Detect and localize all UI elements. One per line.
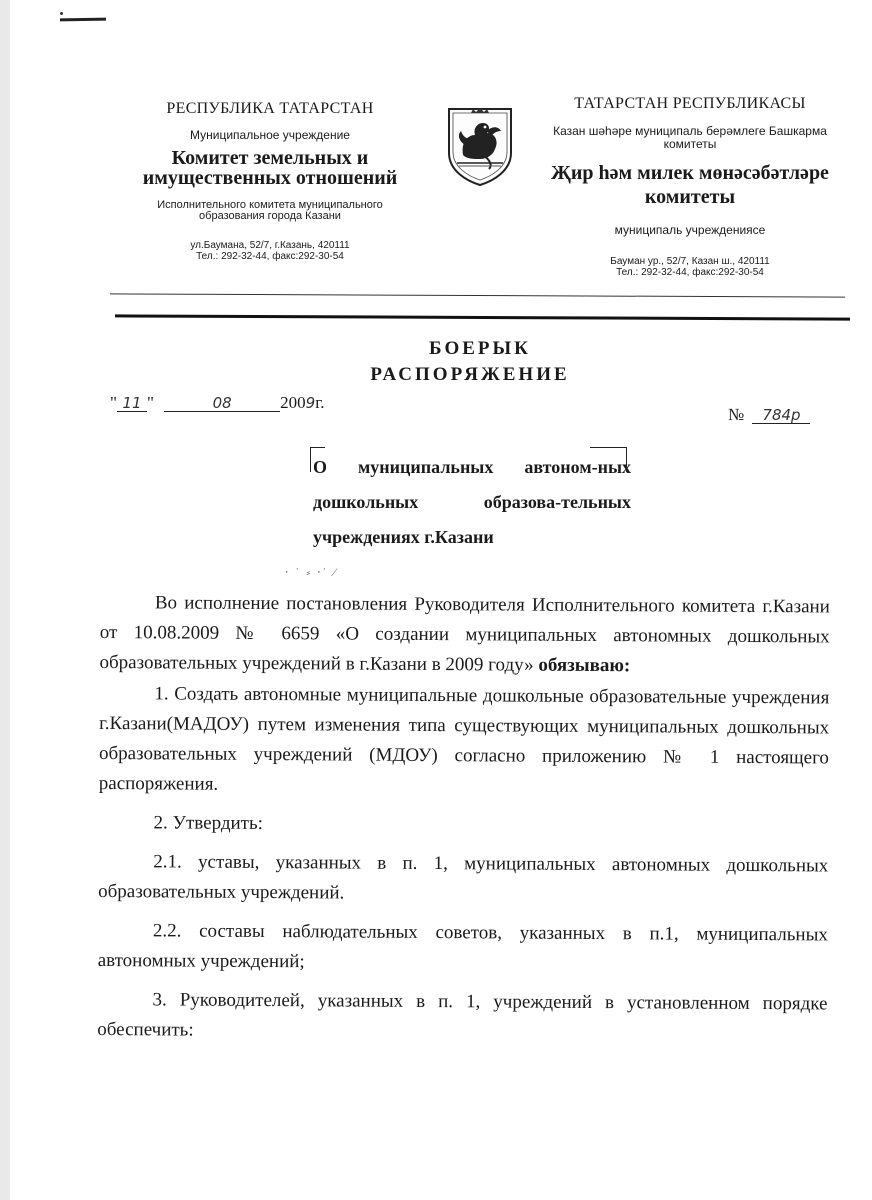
scan-mark bbox=[60, 12, 63, 15]
institution-type: Муниципальное учреждение bbox=[190, 128, 350, 142]
document-subject: О муниципальных автоном-ных дошкольных образова-тельных учреждениях г.Казани bbox=[313, 457, 631, 547]
date-year-prefix: 200 bbox=[280, 393, 306, 412]
date-day: 11 bbox=[117, 395, 147, 412]
address-tatar: Бауман ур., 52/7, Казан ш., 420111 bbox=[610, 256, 770, 267]
committee-name-tatar: Җир һәм милек мөнәсәбәтләре комитеты bbox=[551, 162, 829, 208]
document-title: РАСПОРЯЖЕНИЕ bbox=[370, 364, 570, 385]
number-value: 784р bbox=[752, 407, 810, 424]
scan-smudge: ⸱ ˙ ⸗ ⸱˙ ⁄ bbox=[285, 565, 338, 579]
date-quote-open: " bbox=[110, 393, 117, 412]
institution-type-tatar: муниципаль учреждениясе bbox=[614, 223, 766, 237]
kazan-coat-of-arms-icon bbox=[443, 105, 517, 187]
document-date bbox=[110, 393, 325, 413]
committee-name: Комитет земельных и имущественных отношений bbox=[142, 147, 398, 189]
document-title-tatar: БОЕРЫК bbox=[429, 338, 531, 359]
preamble-text: Во исполнение постановления Руководителя Исполнительного комитета г.Казани от 10.08.2009 № 6659 «О создании муниципальных автономных дошкольных образовательных учреждений в г.Казани в 2009 году» bbox=[99, 592, 830, 676]
scan-mark bbox=[60, 18, 106, 22]
item-1: 1. Создать автономные муниципальные дошкольные образовательные учреждения г.Казани(МАДОУ) путем изменения типа существующих муниципальных дошкольных образовательных учреждений (МДОУ) согласно приложению № 1 настоящего распоряжения. bbox=[98, 683, 830, 795]
date-quote-close: " bbox=[146, 393, 154, 412]
address-block-tatar bbox=[540, 256, 840, 278]
document-number bbox=[728, 405, 810, 425]
item-3: 3. Руководителей, указанных в п. 1, учреждений в установленном порядке обеспечить: bbox=[97, 989, 828, 1041]
header-right bbox=[540, 95, 840, 278]
item-2-2: 2.2. составы наблюдательных советов, указанных в п.1, муниципальных автономных учреждений; bbox=[97, 920, 828, 973]
preamble-directive: обязываю: bbox=[538, 654, 631, 677]
number-label: № bbox=[728, 405, 745, 424]
date-month: 08 bbox=[164, 395, 280, 412]
scan-edge bbox=[0, 0, 10, 1200]
state-name-tatar: ТАТАРСТАН РЕСПУБЛИКАСЫ bbox=[574, 95, 806, 112]
header-left bbox=[140, 100, 400, 262]
phone-tatar: Тел.: 292-32-44, факс:292-30-54 bbox=[616, 267, 764, 278]
state-name: РЕСПУБЛИКА ТАТАРСТАН bbox=[166, 100, 374, 117]
phone: Тел.: 292-32-44, факс:292-30-54 bbox=[196, 251, 344, 262]
subordination: Исполнительного комитета муниципального образования города Казани bbox=[157, 199, 383, 222]
header-divider-thick bbox=[115, 314, 850, 320]
item-2: 2. Утвердить: bbox=[153, 812, 264, 834]
item-2-1: 2.1. уставы, указанных в п. 1, муниципальных автономных дошкольных образовательных учреждений. bbox=[98, 851, 829, 904]
address-block bbox=[140, 240, 400, 262]
document-body bbox=[97, 588, 830, 1058]
preamble-paragraph bbox=[99, 588, 830, 682]
header-divider-thin bbox=[110, 293, 845, 297]
date-year-suffix: 9 bbox=[305, 394, 316, 412]
subordination-tatar: Казан шәһәре муниципаль берәмлеге Башкарма комитеты bbox=[553, 124, 827, 151]
date-year-unit: г. bbox=[315, 393, 325, 412]
address: ул.Баумана, 52/7, г.Казань, 420111 bbox=[190, 240, 350, 251]
